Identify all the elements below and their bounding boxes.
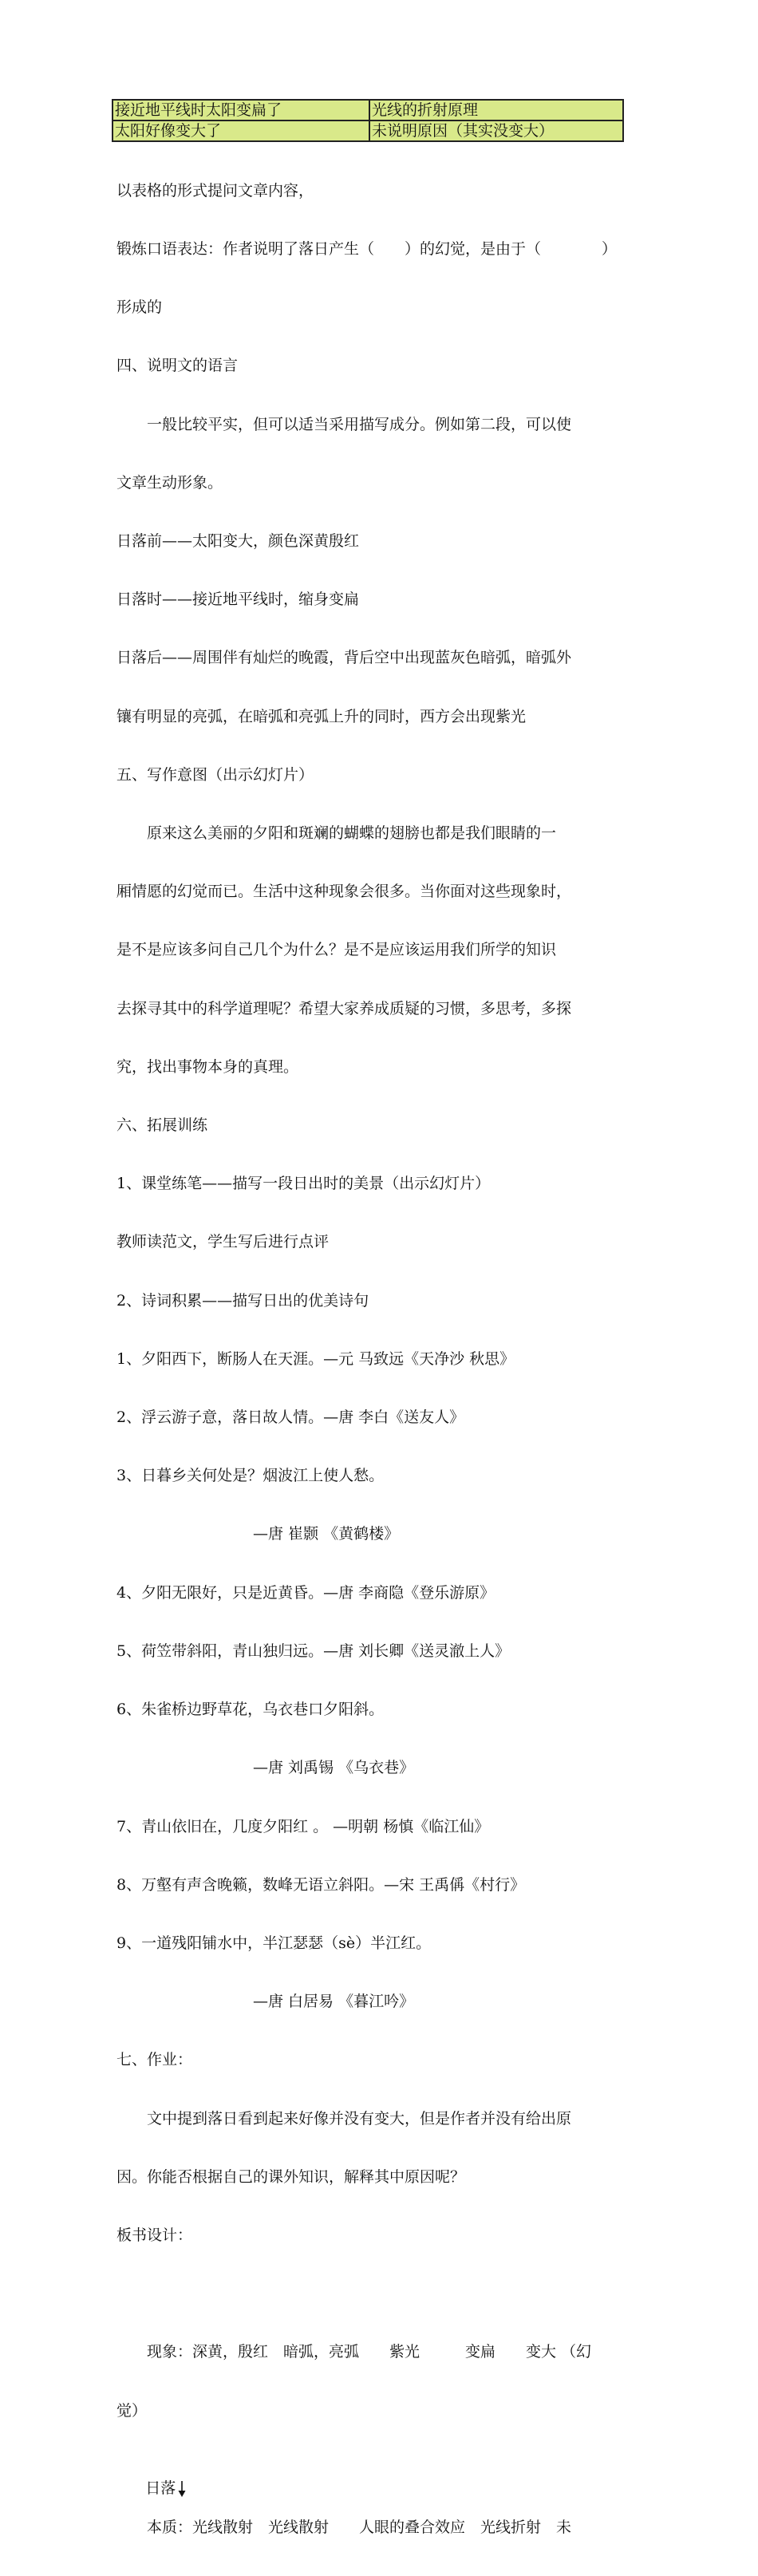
text-line: 原来这么美丽的夕阳和斑斓的蝴蝶的翅膀也都是我们眼睛的一	[116, 824, 557, 843]
board-sunset-label: 日落	[145, 2479, 176, 2498]
blank-line	[116, 2284, 648, 2303]
poem-source: —唐 白居易 《暮江吟》	[116, 1993, 415, 2011]
section-heading: 七、作业：	[116, 2051, 193, 2069]
text-line: 2、诗词积累——描写日出的优美诗句	[116, 1291, 369, 1310]
text-line: 锻炼口语表达：作者说明了落日产生（ ）的幻觉，是由于（ ）	[116, 240, 618, 259]
poem-line: 6、朱雀桥边野草花，乌衣巷口夕阳斜。	[116, 1701, 385, 1719]
section-heading: 四、说明文的语言	[116, 357, 239, 375]
text-line: 日落前——太阳变大，颜色深黄殷红	[116, 532, 360, 551]
poem-source: —唐 刘禹锡 《乌衣巷》	[116, 1759, 415, 1777]
poem-line: 5、荷笠带斜阳，青山独归远。—唐 刘长卿《送灵澈上人》	[116, 1642, 511, 1660]
table-row	[113, 100, 623, 121]
question-table	[112, 99, 624, 142]
text-line: 板书设计：	[116, 2226, 193, 2244]
text-line: 教师读范文，学生写后进行点评	[116, 1233, 330, 1251]
text-line: 因。你能否根据自己的课外知识，解释其中原因呢？	[116, 2167, 466, 2186]
text-line: 日落后——周围伴有灿烂的晚霞，背后空中出现蓝灰色暗弧，暗弧外	[116, 649, 572, 667]
text-line: 去探寻其中的科学道理呢？希望大家养成质疑的习惯，多思考，多探	[116, 999, 572, 1017]
text-line: 是不是应该多问自己几个为什么？是不是应该运用我们所学的知识	[116, 941, 557, 959]
table-row	[113, 121, 623, 141]
text-line: 厢情愿的幻觉而已。生活中这种现象会很多。当你面对这些现象时，	[116, 883, 572, 901]
text-line: 觉）	[116, 2401, 148, 2420]
text-line: 文中提到落日看到起来好像并没有变大，但是作者并没有给出原	[116, 2109, 572, 2128]
down-arrow-icon	[177, 2480, 187, 2498]
text-line: 以表格的形式提问文章内容，	[116, 181, 314, 200]
text-line: 一般比较平实，但可以适当采用描写成分。例如第二段，可以使	[116, 415, 572, 433]
poem-line: 3、日暮乡关何处是？烟波江上使人愁。	[116, 1467, 385, 1485]
board-sunset-line	[116, 2459, 648, 2498]
board-phenomenon-line: 现象：深黄，殷红 暗弧，亮弧 紫光 变扁 变大 （幻	[116, 2343, 592, 2361]
poem-line: 2、浮云游子意，落日故人情。—唐 李白《送友人》	[116, 1409, 465, 1427]
table-cell: 太阳好像变大了	[113, 121, 369, 141]
body-text	[116, 142, 648, 2576]
poem-line: 7、青山依旧在，几度夕阳红 。 —明朝 杨慎《临江仙》	[116, 1817, 490, 1835]
section-heading: 五、写作意图（出示幻灯片）	[116, 765, 314, 784]
text-line: 1、课堂练笔——描写一段日出时的美景（出示幻灯片）	[116, 1175, 491, 1193]
table-cell: 未说明原因（其实没变大）	[369, 121, 623, 141]
table-cell: 接近地平线时太阳变扁了	[113, 100, 369, 121]
poem-line: 1、夕阳西下，断肠人在天涯。—元 马致远《天净沙 秋思》	[116, 1349, 515, 1368]
poem-line: 9、一道残阳铺水中，半江瑟瑟（sè）半江红。	[116, 1934, 432, 1952]
text-line: 文章生动形象。	[116, 473, 223, 492]
poem-line: 4、夕阳无限好，只是近黄昏。—唐 李商隐《登乐游原》	[116, 1583, 495, 1602]
text-line: 日落时——接近地平线时，缩身变扁	[116, 591, 360, 609]
table-cell: 光线的折射原理	[369, 100, 623, 121]
poem-source: —唐 崔颢 《黄鹤楼》	[116, 1525, 400, 1543]
section-heading: 六、拓展训练	[116, 1116, 208, 1135]
text-line: 究，找出事物本身的真理。	[116, 1057, 299, 1076]
text-line: 形成的	[116, 298, 163, 317]
board-essence-line: 本质：光线散射 光线散射 人眼的叠合效应 光线折射 未	[116, 2518, 572, 2536]
text-line: 镶有明显的亮弧，在暗弧和亮弧上升的同时，西方会出现紫光	[116, 707, 527, 725]
poem-line: 8、万壑有声含晚籁，数峰无语立斜阳。—宋 王禹偁《村行》	[116, 1875, 526, 1894]
